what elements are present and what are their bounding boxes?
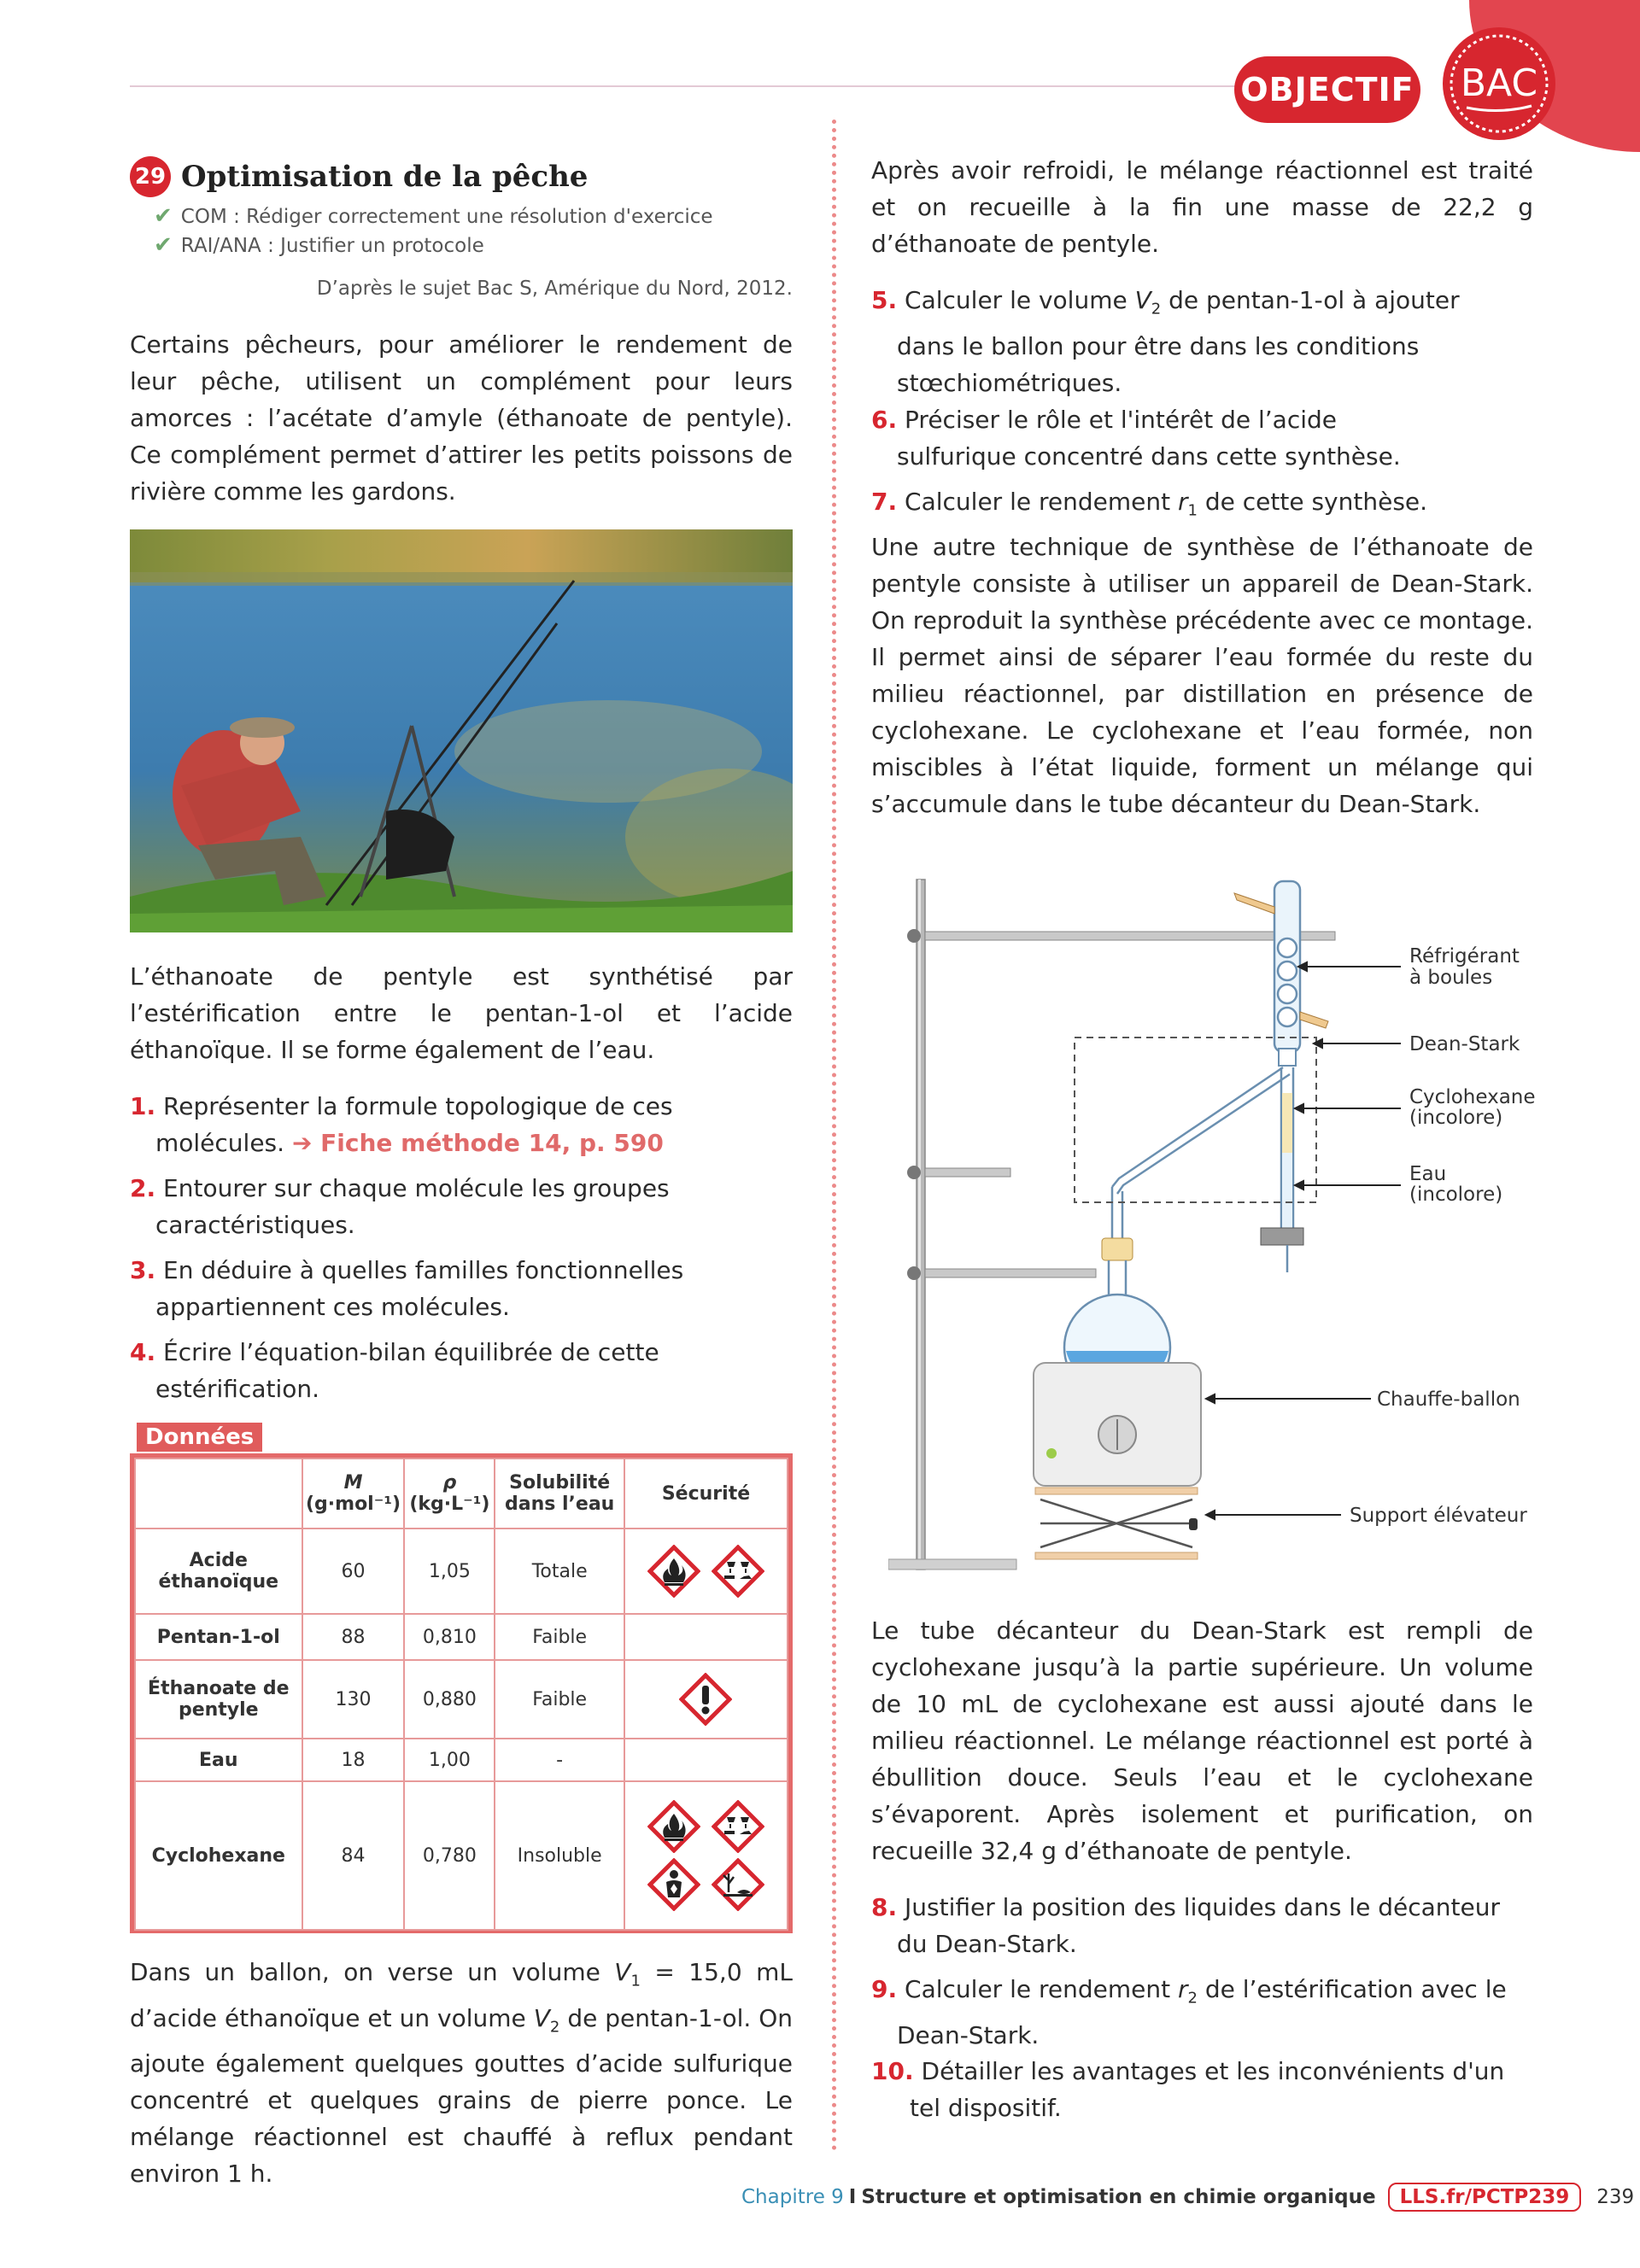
page-footer <box>741 2183 1634 2212</box>
subscript: 2 <box>1151 300 1162 319</box>
footer-link[interactable]: LLS.fr/PCTP239 <box>1388 2183 1582 2212</box>
cooling-paragraph: Après avoir refroidi, le mélange réactionnel est traité et on recueille à la fin une masse de 22,2 g d’éthanoate de pentyle. <box>871 156 1533 258</box>
table-cell-safety <box>624 1529 788 1614</box>
footer-title: Structure et optimisation en chimie organique <box>861 2186 1376 2208</box>
page-number: 239 <box>1596 2186 1635 2208</box>
corrosive-pictogram-icon <box>712 1800 764 1853</box>
label-chauffe-ballon: Chauffe-ballon <box>1377 1388 1520 1411</box>
exercise-title <box>130 156 588 197</box>
question-text: Justifier la position des liquides dans le décanteur du Dean-Stark. <box>897 1893 1500 1958</box>
table-cell-solubility: Faible <box>495 1614 624 1660</box>
question-8 <box>871 1889 1533 1962</box>
table-cell-m: 130 <box>302 1660 405 1739</box>
question-7 <box>871 483 1461 529</box>
protocol-text: de pentan-1-ol. On ajoute également quelques gouttes d’acide sulfurique concentré et quelques grains de pierre ponce. Le mélange réactionnel est chauffé à reflux pendant environ 1 h. <box>130 2003 794 2189</box>
bac-badge-label: BAC <box>1460 61 1538 105</box>
table-cell-safety <box>624 1739 788 1781</box>
question-4 <box>130 1334 694 1407</box>
donnees-tag: Données <box>137 1423 262 1452</box>
table-header-safety: Sécurité <box>624 1458 788 1529</box>
question-number: 6. <box>871 406 898 434</box>
label-dean-stark: Dean-Stark <box>1409 1033 1520 1055</box>
subscript: 1 <box>630 1972 641 1990</box>
question-text: de cette synthèse. <box>1197 488 1428 516</box>
bac-badge <box>1439 24 1559 143</box>
table-cell-solubility: Totale <box>495 1529 624 1614</box>
table-cell-solubility: Insoluble <box>495 1781 624 1930</box>
question-text: Détailler les avantages et les inconvénients d'un tel dispositif. <box>910 2057 1505 2122</box>
fisherman-photo <box>130 529 793 932</box>
check-icon: ✔ <box>154 203 173 229</box>
table-header-m: M (g·mol⁻¹) <box>302 1458 405 1529</box>
flame-pictogram-icon <box>647 1545 700 1598</box>
label-cyclohexane: Cyclohexane <box>1409 1086 1536 1108</box>
table-header-solubility: Solubilité dans l’eau <box>495 1458 624 1529</box>
label-refrigerant: Réfrigérant <box>1409 945 1520 967</box>
table-cell-name: Acide éthanoïque <box>135 1529 302 1614</box>
question-text: Calculer le rendement <box>905 488 1178 516</box>
header-rule <box>130 85 1240 87</box>
question-number: 1. <box>130 1092 156 1120</box>
exercise-number: 29 <box>130 156 171 197</box>
question-number: 8. <box>871 1893 898 1921</box>
question-text: Préciser le rôle et l'intérêt de l’acide sulfurique concentré dans cette synthèse. <box>897 406 1401 471</box>
question-text: Représenter la formule topologique de ces molécules. <box>155 1092 673 1157</box>
table-row <box>135 1739 788 1781</box>
variable-v: V <box>614 1958 631 1986</box>
table-cell-m: 88 <box>302 1614 405 1660</box>
question-text: Calculer le volume <box>905 286 1135 314</box>
variable-r: r <box>1177 1975 1188 2003</box>
skill-com <box>154 203 713 229</box>
health-hazard-pictogram-icon <box>647 1858 700 1911</box>
variable-v: V <box>1134 286 1151 314</box>
objectif-badge: OBJECTIF <box>1234 56 1420 123</box>
exercise-source: D’après le sujet Bac S, Amérique du Nord, 2012. <box>316 278 793 300</box>
table-row <box>135 1781 788 1930</box>
question-10 <box>871 2053 1533 2126</box>
label-support: Support élévateur <box>1350 1505 1527 1527</box>
question-text: de pentan-1-ol à ajouter dans le ballon pour être dans les conditions stœchiométriques. <box>897 286 1460 397</box>
question-text: En déduire à quelles familles fonctionnelles appartiennent ces molécules. <box>155 1256 684 1321</box>
table-row <box>135 1660 788 1739</box>
protocol-text: = 15,0 mL d’acide éthanoïque et un volume <box>130 1958 793 2032</box>
skill-rai <box>154 232 484 258</box>
table-cell-safety <box>624 1614 788 1660</box>
footer-separator: I <box>848 2186 857 2208</box>
table-header-row <box>135 1458 788 1529</box>
subscript: 1 <box>1187 501 1198 520</box>
dean-stark-paragraph: Une autre technique de synthèse de l’éthanoate de pentyle consiste à utiliser un appareil de Dean-Stark. On reproduit la synthèse précédente avec ce montage. Il permet ainsi de séparer l’eau formée du reste du milieu réactionnel, par distillation en présence de cyclohexane. Le cyclohexane et l’eau formée, non miscibles à l’état liquide, forment un mélange qui s’accumule dans le tube décanteur du Dean-Stark. <box>871 533 1533 818</box>
question-2 <box>130 1170 694 1243</box>
table-header-rho: ρ (kg·L⁻¹) <box>404 1458 495 1529</box>
subscript: 2 <box>549 2018 560 2037</box>
intro-paragraph: Certains pêcheurs, pour améliorer le rendement de leur pêche, utilisent un complément pour leurs amorces : l’acétate d’amyle (éthanoate de pentyle). Ce complément permet d’attirer les petits poissons de rivière comme les gardons. <box>130 330 793 506</box>
check-icon: ✔ <box>154 232 173 258</box>
corrosive-pictogram-icon <box>712 1545 764 1598</box>
question-text: Écrire l’équation-bilan équilibrée de cette estérification. <box>155 1338 659 1403</box>
table-cell-rho: 1,05 <box>404 1529 495 1614</box>
protocol-paragraph <box>130 1954 793 2192</box>
table-cell-m: 84 <box>302 1781 405 1930</box>
synthesis-paragraph: L’éthanoate de pentyle est synthétisé par l’estérification entre le pentan-1-ol et l’acide éthanoïque. Il se forme également de l’eau. <box>130 962 793 1064</box>
table-cell-safety <box>624 1781 788 1930</box>
table-header-empty <box>135 1458 302 1529</box>
label-eau: Eau <box>1409 1163 1447 1185</box>
exercise-name: Optimisation de la pêche <box>181 160 589 194</box>
label-eau-2: (incolore) <box>1409 1184 1503 1206</box>
question-number: 10. <box>871 2057 914 2085</box>
table-cell-name: Cyclohexane <box>135 1781 302 1930</box>
table-cell-rho: 0,810 <box>404 1614 495 1660</box>
table-cell-name: Éthanoate de pentyle <box>135 1660 302 1739</box>
subscript: 2 <box>1187 1989 1198 2008</box>
table-cell-m: 18 <box>302 1739 405 1781</box>
exclamation-pictogram-icon <box>679 1673 732 1726</box>
question-3 <box>130 1252 694 1325</box>
variable-r: r <box>1177 488 1188 516</box>
table-row <box>135 1614 788 1660</box>
question-text: Calculer le rendement <box>905 1975 1178 2003</box>
procedure-paragraph: Le tube décanteur du Dean-Stark est rempli de cyclohexane jusqu’à la partie supérieure. Un volume de 10 mL de cyclohexane est aussi ajouté dans le milieu réactionnel. Le mélange réactionnel est porté à ébullition douce. Seuls l’eau et le cyclohexane s’évaporent. Après isolement et purification, on recueille 32,4 g d’éthanoate de pentyle. <box>871 1616 1533 1865</box>
table-row <box>135 1529 788 1614</box>
skill-label: RAI/ANA : Justifier un protocole <box>180 235 484 257</box>
table-cell-rho: 0,780 <box>404 1781 495 1930</box>
question-5 <box>871 282 1461 401</box>
flame-pictogram-icon <box>647 1800 700 1853</box>
question-9 <box>871 1971 1533 2054</box>
method-sheet-link[interactable]: ➔ Fiche méthode 14, p. 590 <box>291 1129 664 1157</box>
variable-v: V <box>533 2003 550 2032</box>
question-number: 9. <box>871 1975 898 2003</box>
question-text: Entourer sur chaque molécule les groupes caractéristiques. <box>155 1174 670 1239</box>
table-cell-rho: 1,00 <box>404 1739 495 1781</box>
table-cell-name: Pentan-1-ol <box>135 1614 302 1660</box>
skill-label: COM : Rédiger correctement une résolution d'exercice <box>180 206 713 228</box>
question-text: de l’estérification avec le Dean-Stark. <box>897 1975 1507 2049</box>
label-refrigerant-2: à boules <box>1409 967 1493 989</box>
question-6 <box>871 401 1461 475</box>
table-cell-safety <box>624 1660 788 1739</box>
dean-stark-diagram <box>888 862 1589 1597</box>
question-number: 3. <box>130 1256 156 1284</box>
question-number: 4. <box>130 1338 156 1366</box>
table-cell-rho: 0,880 <box>404 1660 495 1739</box>
protocol-text: Dans un ballon, on verse un volume <box>130 1958 615 1986</box>
table-cell-solubility: - <box>495 1739 624 1781</box>
table-cell-m: 60 <box>302 1529 405 1614</box>
question-number: 2. <box>130 1174 156 1202</box>
table-cell-name: Eau <box>135 1739 302 1781</box>
table-cell-solubility: Faible <box>495 1660 624 1739</box>
data-table <box>130 1453 793 1933</box>
question-number: 5. <box>871 286 898 314</box>
footer-chapter: Chapitre 9 <box>741 2186 844 2208</box>
question-number: 7. <box>871 488 898 516</box>
question-1 <box>130 1088 694 1161</box>
label-cyclohexane-2: (incolore) <box>1409 1107 1503 1129</box>
environment-pictogram-icon <box>712 1858 764 1911</box>
column-divider <box>832 120 836 2152</box>
